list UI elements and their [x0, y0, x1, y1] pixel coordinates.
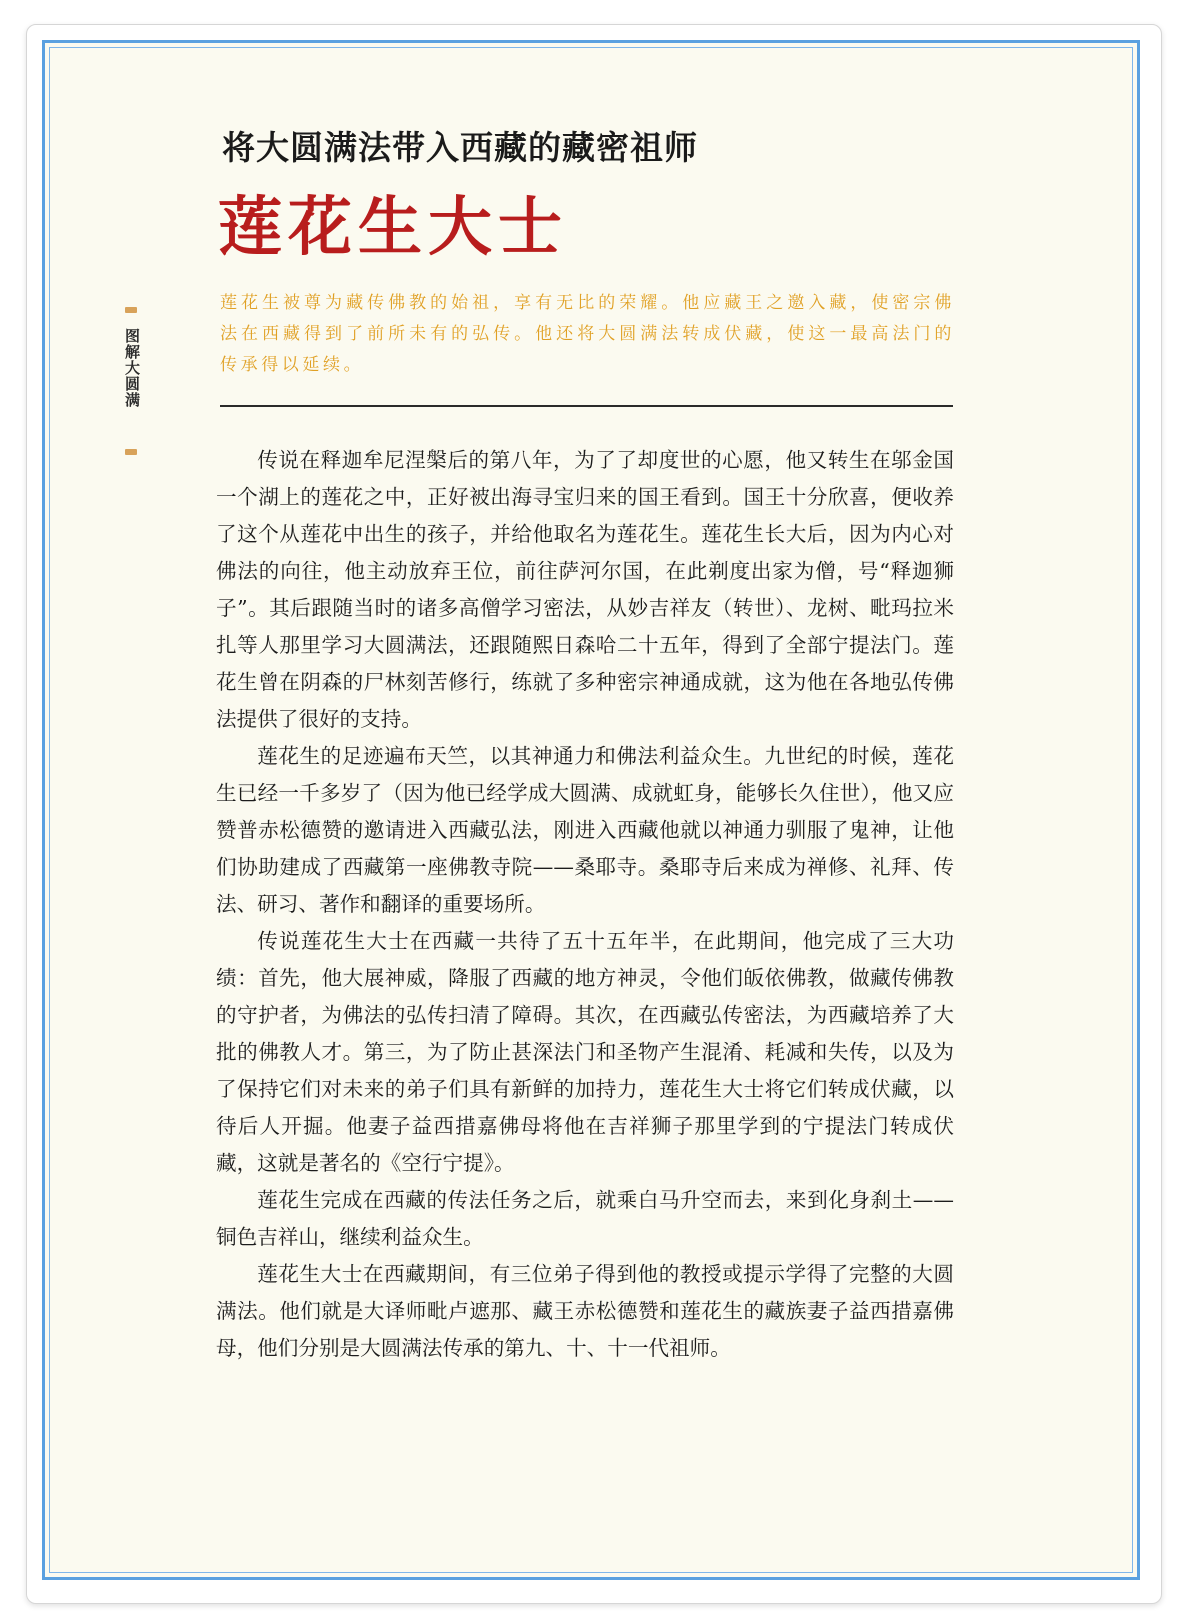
side-section-label: 图解大圆满 [123, 328, 141, 408]
page-subtitle: 将大圆满法带入西藏的藏密祖师 [222, 128, 698, 167]
body-paragraph-1: 传说在释迦牟尼涅槃后的第八年，为了了却度世的心愿，他又转生在邬金国一个湖上的莲花之中，正好被出海寻宝归来的国王看到。国王十分欣喜，便收养了这个从莲花中出生的孩子，并给他取名为莲花生。莲花生长大后，因为内心对佛法的向往，他主动放弃王位，前往萨河尔国，在此剃度出家为僧，号“释迦狮子”。其后跟随当时的诸多高僧学习密法，从妙吉祥友（转世）、龙树、毗玛拉米扎等人那里学习大圆满法，还跟随熙日森哈二十五年，得到了全部宁提法门。莲花生曾在阴森的尸林刻苦修行，练就了多种密宗神通成就，这为他在各地弘传佛法提供了很好的支持。 [216, 448, 954, 731]
intro-paragraph: 莲花生被尊为藏传佛教的始祖，享有无比的荣耀。他应藏王之邀入藏，使密宗佛法在西藏得到了前所未有的弘传。他还将大圆满法转成伏藏，使这一最高法门的传承得以延续。 [220, 293, 955, 375]
page-title: 莲花生大士 [218, 190, 568, 265]
section-divider [220, 405, 953, 407]
side-ornament-top [125, 307, 137, 313]
article-body [216, 442, 954, 1367]
side-ornament-bottom [125, 449, 137, 455]
body-paragraph-4: 莲花生完成在西藏的传法任务之后，就乘白马升空而去，来到化身刹土——铜色吉祥山，继续利益众生。 [216, 1188, 954, 1249]
body-paragraph-5: 莲花生大士在西藏期间，有三位弟子得到他的教授或提示学得了完整的大圆满法。他们就是大译师毗卢遮那、藏王赤松德赞和莲花生的藏族妻子益西措嘉佛母，他们分别是大圆满法传承的第九、十、十一代祖师。 [216, 1262, 954, 1360]
body-paragraph-3: 传说莲花生大士在西藏一共待了五十五年半，在此期间，他完成了三大功绩：首先，他大展神威，降服了西藏的地方神灵，令他们皈依佛教，做藏传佛教的守护者，为佛法的弘传扫清了障碍。其次，在西藏弘传密法，为西藏培养了大批的佛教人才。第三，为了防止甚深法门和圣物产生混淆、耗减和失传，以及为了保持它们对未来的弟子们具有新鲜的加持力，莲花生大士将它们转成伏藏，以待后人开掘。他妻子益西措嘉佛母将他在吉祥狮子那里学到的宁提法门转成伏藏，这就是著名的《空行宁提》。 [216, 929, 954, 1175]
body-paragraph-2: 莲花生的足迹遍布天竺，以其神通力和佛法利益众生。九世纪的时候，莲花生已经一千多岁了（因为他已经学成大圆满、成就虹身，能够长久住世），他又应赞普赤松德赞的邀请进入西藏弘法，刚进入西藏他就以神通力驯服了鬼神，让他们协助建成了西藏第一座佛教寺院——桑耶寺。桑耶寺后来成为禅修、礼拜、传法、研习、著作和翻译的重要场所。 [216, 744, 954, 916]
